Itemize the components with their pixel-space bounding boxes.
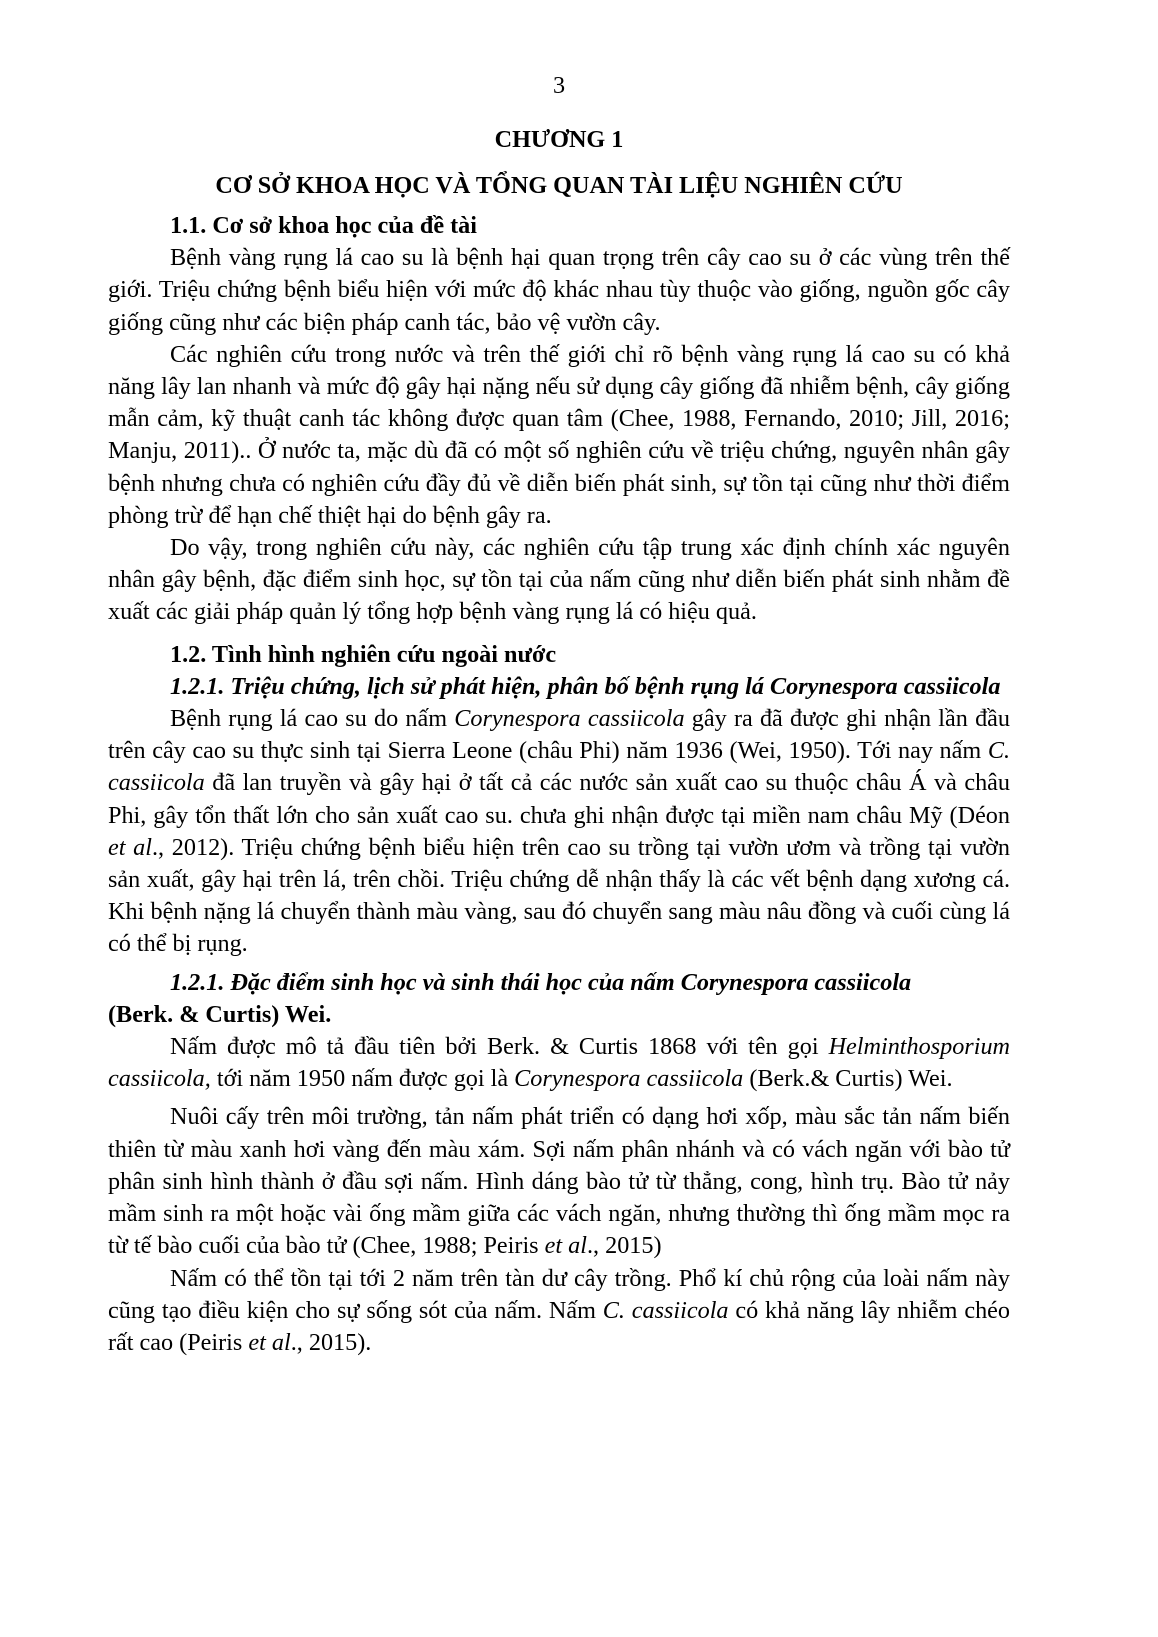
paragraph [108, 703, 1010, 961]
text-run: Nấm được mô tả đầu tiên bởi Berk. & Curtis 1868 với tên gọi [170, 1033, 829, 1061]
section-heading-1-1: 1.1. Cơ sở khoa học của đề tài [170, 212, 477, 239]
species-name: C. cassiicola [602, 1296, 729, 1324]
paragraph [108, 1031, 1010, 1095]
text-run: tới năm 1950 nấm được gọi là [210, 1065, 515, 1093]
citation-et-al: et al [108, 833, 152, 861]
paragraph [108, 1101, 1010, 1262]
text-run: Nấm có thể tồn tại tới 2 năm trên tàn dư cây trồng. Phổ kí chủ rộng của loài nấm này cũng tạo điều kiện cho sự sống sót của nấm. Nấm [108, 1264, 1010, 1324]
text-run: ., 2012). Triệu chứng bệnh biểu hiện trên cao su trồng tại vườn ươm và trồng tại vườn sản xuất, gây hại trên lá, trên chồi. Triệu chứng dễ nhận thấy là các vết bệnh dạng xương cá. Khi bệnh nặng lá chuyển thành màu vàng, sau đó chuyển sang màu nâu đồng và cuối cùng lá có thể bị rụng. [108, 833, 1010, 958]
text-run: Nuôi cấy trên môi trường, tản nấm phát triển có dạng hơi xốp, màu sắc tản nấm biến thiên từ màu xanh hơi vàng đến màu xám. Sợi nấm phân nhánh và có vách ngăn với bào tử phân sinh hình thành ở đầu sợi nấm. Hình dáng bào tử từ thẳng, cong, hình trụ. Bào tử nảy mầm sinh ra một hoặc vài ống mầm giữa các vách ngăn, nhưng thường thì ống mầm mọc ra từ tế bào cuối của bào tử (Chee, 1988; Peiris [108, 1103, 1010, 1260]
section-heading-1-2: 1.2. Tình hình nghiên cứu ngoài nước [170, 640, 557, 668]
subsection-heading-1-2-1: 1.2.1. Triệu chứng, lịch sử phát hiện, phân bố bệnh rụng lá Corynespora cassiicola [170, 672, 1001, 700]
species-name: Corynespora cassiicola [454, 705, 685, 733]
paragraph [108, 1263, 1010, 1360]
species-name: Helminthosporium cassiicola, [108, 1033, 1010, 1093]
species-name: C. cassiicola [108, 737, 1010, 797]
text-run: có khả năng lây nhiễm chéo rất cao (Peiris [108, 1296, 1010, 1356]
chapter-title: CƠ SỞ KHOA HỌC VÀ TỔNG QUAN TÀI LIỆU NGHIÊN CỨU [215, 172, 903, 199]
species-name: Corynespora cassiicola [514, 1065, 744, 1093]
text-run: đã lan truyền và gây hại ở tất cả các nước sản xuất cao su thuộc châu Á và châu Phi, gây tổn thất lớn cho sản xuất cao su. chưa ghi nhận được tại miền nam châu Mỹ (Déon [108, 769, 1010, 829]
paragraph: Các nghiên cứu trong nước và trên thế giới chỉ rõ bệnh vàng rụng lá cao su có khả năng lây lan nhanh và mức độ gây hại nặng nếu sử dụng cây giống đã nhiễm bệnh, cây giống mẫn cảm, kỹ thuật canh tác không được quan tâm (Chee, 1988, Fernando, 2010; Jill, 2016; Manju, 2011).. Ở nước ta, mặc dù đã có một số nghiên cứu về triệu chứng, nguyên nhân gây bệnh nhưng chưa có nghiên cứu đầy đủ về diễn biến phát sinh, sự tồn tại cũng như thời điểm phòng trừ để hạn chế thiệt hại do bệnh gây ra. [108, 340, 1010, 529]
text-run: Bệnh rụng lá cao su do nấm [170, 705, 455, 733]
document-body [108, 210, 1010, 1359]
chapter-label: CHƯƠNG 1 [494, 126, 624, 153]
subsection-heading-1-2-1-b: 1.2.1. Đặc điểm sinh học và sinh thái học của nấm Corynespora cassiicola [170, 968, 912, 996]
text-run: ., 2015). [290, 1328, 372, 1356]
paragraph: Bệnh vàng rụng lá cao su là bệnh hại quan trọng trên cây cao su ở các vùng trên thế giới. Triệu chứng bệnh biểu hiện với mức độ khác nhau tùy thuộc vào giống, nguồn gốc cây giống cũng như các biện pháp canh tác, bảo vệ vườn cây. [108, 244, 1010, 336]
page-number: 3 [552, 72, 566, 99]
text-run: (Berk.& Curtis) Wei. [743, 1065, 953, 1093]
subsection-heading-authority: (Berk. & Curtis) Wei. [108, 1000, 332, 1028]
text-run: ., 2015) [586, 1232, 662, 1260]
text-run: gây ra đã được ghi nhận lần đầu trên cây cao su thực sinh tại Sierra Leone (châu Phi) năm 1936 (Wei, 1950). Tới nay nấm [108, 705, 1011, 765]
citation-et-al: et al [248, 1328, 291, 1356]
citation-et-al: et al [544, 1232, 587, 1260]
paragraph: Do vậy, trong nghiên cứu này, các nghiên cứu tập trung xác định chính xác nguyên nhân gây bệnh, đặc điểm sinh học, sự tồn tại của nấm cũng như diễn biến phát sinh nhằm đề xuất các giải pháp quản lý tổng hợp bệnh vàng rụng lá có hiệu quả. [108, 534, 1010, 626]
